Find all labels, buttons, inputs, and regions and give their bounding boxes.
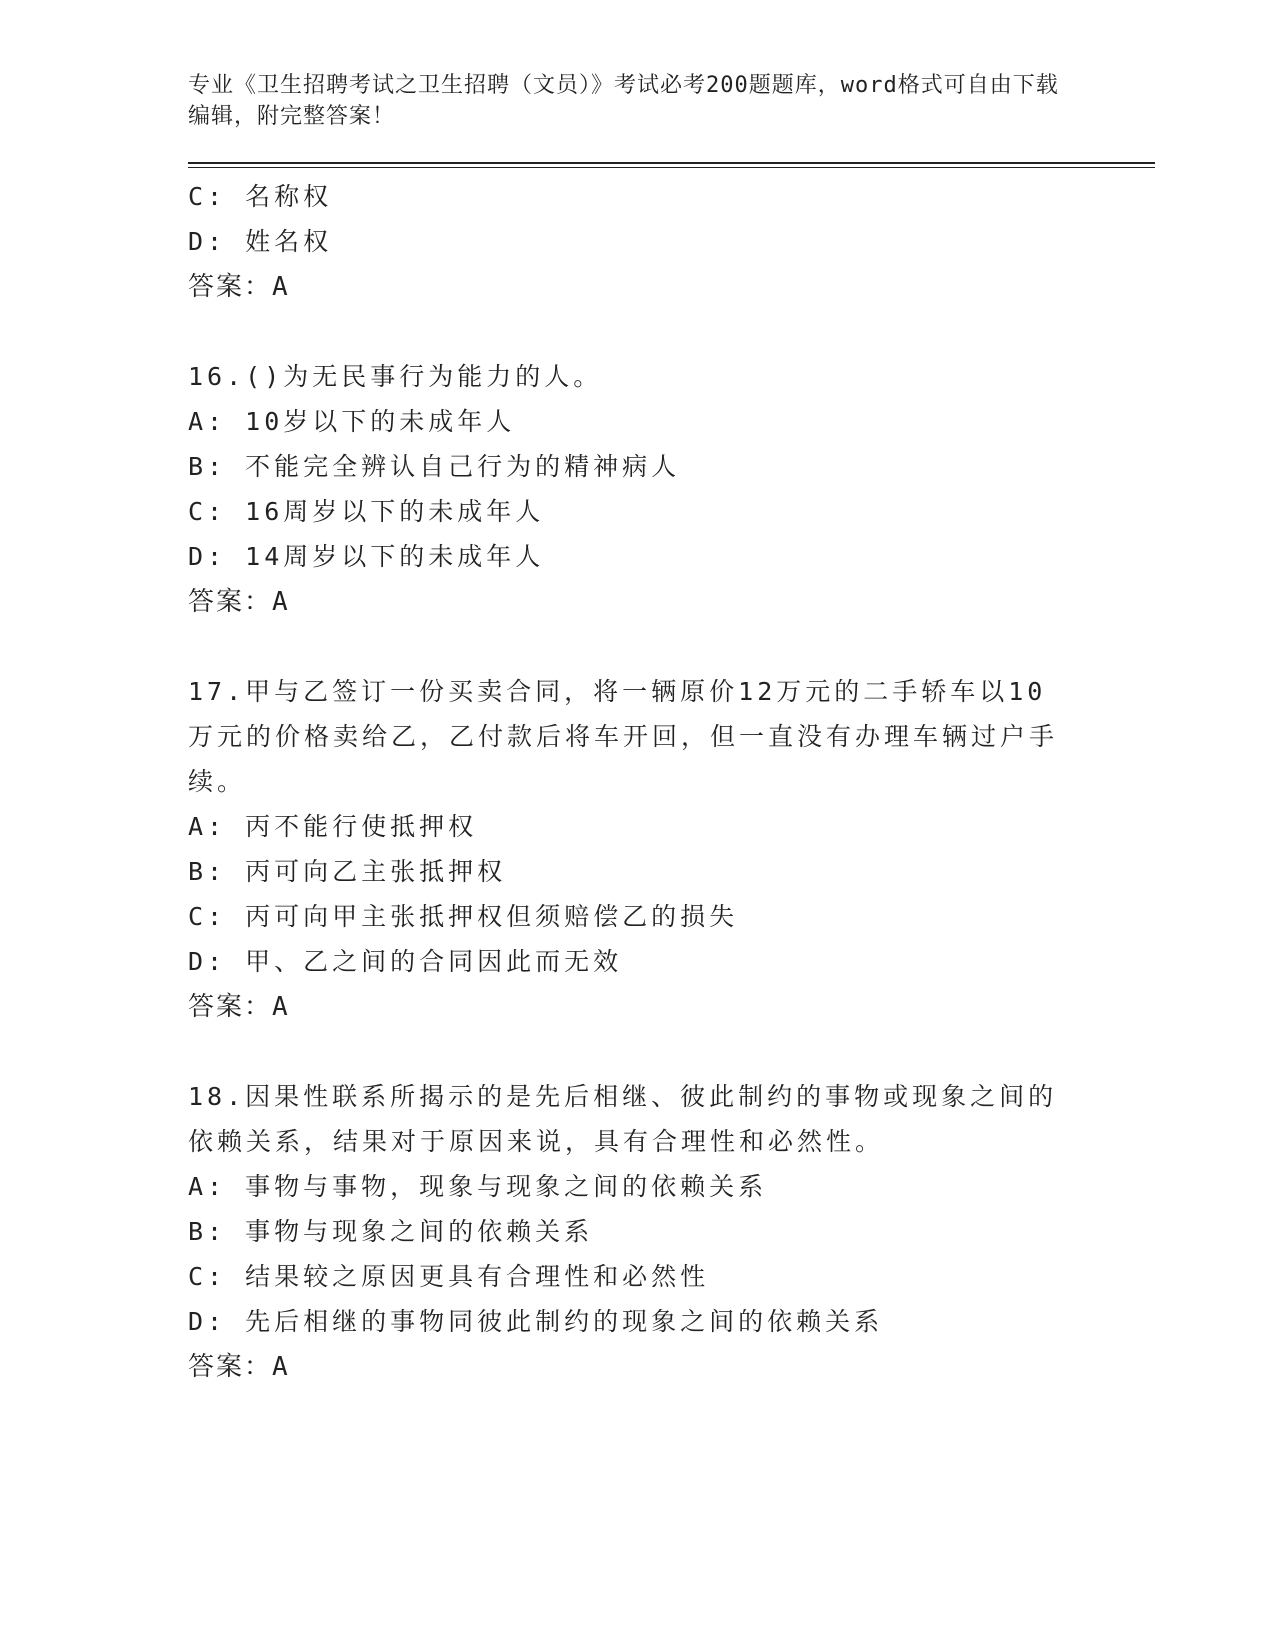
answer-label: 答案： xyxy=(188,587,273,617)
option-d: D: 甲、乙之间的合同因此而无效 xyxy=(188,947,623,976)
answer-value: A xyxy=(272,587,290,617)
question-stem: 16.()为无民事行为能力的人。 xyxy=(188,362,603,391)
option-d: D: 14周岁以下的未成年人 xyxy=(188,542,545,571)
answer-label: 答案： xyxy=(188,272,273,302)
option-b: B: 事物与现象之间的依赖关系 xyxy=(188,1217,594,1246)
option-b: B: 丙可向乙主张抵押权 xyxy=(188,857,507,886)
answer-line xyxy=(188,579,1168,625)
option-c: C: 结果较之原因更具有合理性和必然性 xyxy=(188,1262,710,1291)
question-17 xyxy=(188,669,1168,1030)
question-18 xyxy=(188,1074,1168,1390)
question-stem: 18.因果性联系所揭示的是先后相继、彼此制约的事物或现象之间的依赖关系，结果对于原因来说，具有合理性和必然性。 xyxy=(188,1082,1058,1156)
question-fragment xyxy=(188,174,1168,310)
header-divider xyxy=(188,162,1155,168)
option-d: D: 先后相继的事物同彼此制约的现象之间的依赖关系 xyxy=(188,1307,884,1336)
option-a: A: 10岁以下的未成年人 xyxy=(188,407,516,436)
answer-label: 答案： xyxy=(188,992,273,1022)
answer-value: A xyxy=(272,272,290,302)
question-stem: 17.甲与乙签订一份买卖合同，将一辆原价12万元的二手轿车以10万元的价格卖给乙，乙付款后将车开回，但一直没有办理车辆过户手续。 xyxy=(188,677,1059,796)
answer-line xyxy=(188,984,1168,1030)
option-d: D: 姓名权 xyxy=(188,227,333,256)
option-c: C: 丙可向甲主张抵押权但须赔偿乙的损失 xyxy=(188,902,739,931)
question-16 xyxy=(188,354,1168,625)
option-a: A: 丙不能行使抵押权 xyxy=(188,812,478,841)
option-c: C: 16周岁以下的未成年人 xyxy=(188,497,545,526)
answer-label: 答案： xyxy=(188,1352,273,1382)
option-c: C: 名称权 xyxy=(188,182,333,211)
option-b: B: 不能完全辨认自己行为的精神病人 xyxy=(188,452,681,481)
option-a: A: 事物与事物，现象与现象之间的依赖关系 xyxy=(188,1172,768,1201)
answer-value: A xyxy=(272,992,290,1022)
answer-line xyxy=(188,1344,1168,1390)
answer-value: A xyxy=(272,1352,290,1382)
document-header: 专业《卫生招聘考试之卫生招聘（文员）》考试必考200题题库，word格式可自由下载编辑，附完整答案！ xyxy=(188,73,1059,129)
document-page xyxy=(188,70,1168,1390)
answer-line xyxy=(188,264,1168,310)
